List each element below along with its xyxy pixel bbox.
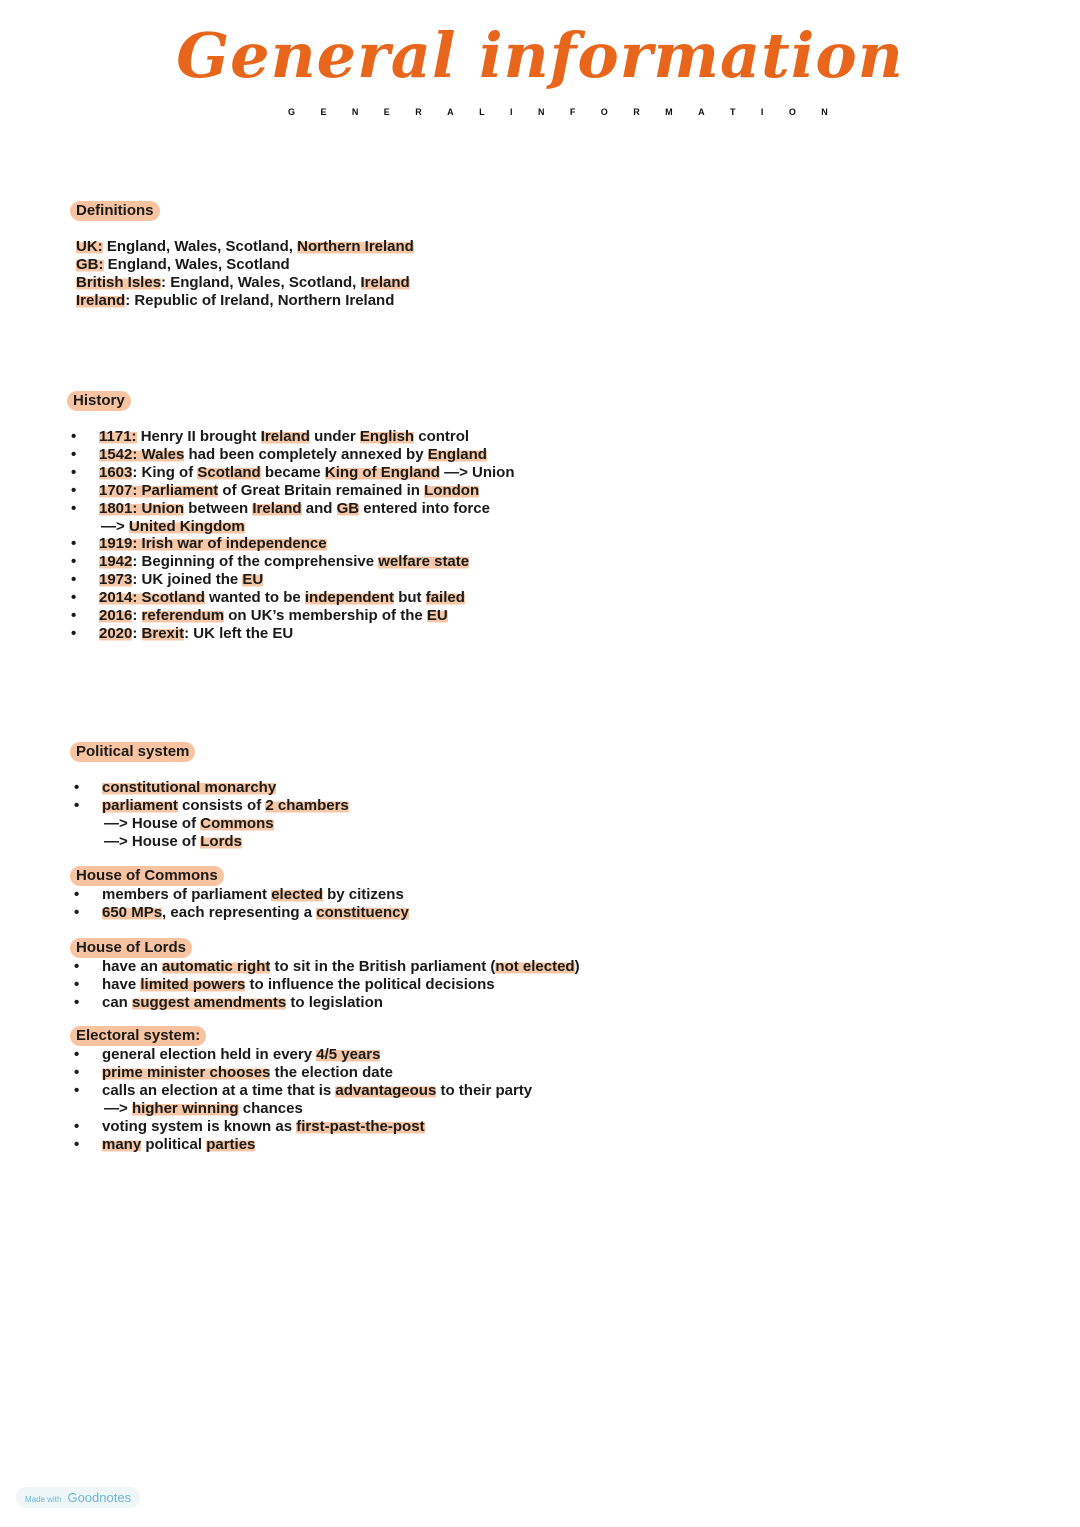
text: have: [102, 975, 141, 993]
section-lines: [70, 779, 349, 851]
text-line: [70, 238, 414, 256]
highlighted-text: Ireland: [360, 273, 410, 291]
text: to sit in the British parliament (: [270, 958, 496, 975]
highlighted-text: automatic right: [162, 958, 271, 975]
highlighted-text: 1942: [99, 553, 133, 571]
highlighted-text: first-past-the-post: [296, 1117, 425, 1135]
text: : King of: [132, 463, 198, 481]
text: under: [309, 428, 360, 445]
title-cap-letter: A: [698, 107, 705, 117]
title-cap-letter: R: [415, 107, 422, 117]
bullet-item: [67, 589, 515, 607]
title-cap-letter: G: [288, 107, 296, 117]
text: ): [574, 958, 580, 975]
bullet-icon: •: [71, 481, 77, 499]
bullet-icon: •: [74, 1135, 80, 1153]
section-lines: [70, 1046, 532, 1153]
highlighted-text: Ireland: [76, 291, 126, 309]
title-cap-letter: N: [821, 107, 828, 117]
made-with-goodnotes-badge[interactable]: [16, 1487, 140, 1508]
highlighted-text: prime minister chooses: [102, 1063, 271, 1081]
title-cap-letter: O: [788, 107, 796, 117]
bullet-icon: •: [71, 535, 77, 553]
bullet-item: [67, 500, 515, 518]
highlighted-text: EU: [242, 571, 264, 589]
bullet-icon: •: [71, 571, 77, 589]
text: —> House of: [104, 832, 201, 850]
title-cap-letter: M: [665, 107, 673, 117]
section-history: [67, 391, 515, 643]
text: the election date: [270, 1063, 393, 1081]
text: : UK joined the: [132, 571, 243, 589]
text: : UK left the EU: [184, 624, 294, 642]
text: chances: [238, 1099, 303, 1117]
badge-brand: Goodnotes: [67, 1490, 132, 1505]
bullet-icon: •: [74, 886, 80, 903]
text-line: [67, 518, 515, 536]
bullet-icon: •: [71, 428, 77, 445]
bullet-item: [67, 571, 515, 589]
bullet-icon: •: [74, 993, 80, 1011]
section-header: Electoral system:: [70, 1026, 206, 1046]
highlighted-text: welfare state: [378, 553, 470, 571]
highlighted-text: parliament: [102, 796, 178, 814]
bullet-icon: •: [71, 553, 77, 571]
bullet-item: [67, 553, 515, 571]
section-house-of-lords: [70, 938, 580, 1012]
section-definitions: [70, 201, 414, 310]
highlighted-text: Lords: [200, 832, 242, 850]
title-caps: [288, 106, 828, 118]
text: calls an election at a time that is: [102, 1081, 336, 1099]
highlighted-text: Commons: [200, 814, 274, 832]
page-title: [0, 18, 1080, 94]
highlighted-text: British Isles: [76, 273, 162, 291]
bullet-icon: •: [71, 445, 77, 463]
bullet-icon: •: [71, 607, 77, 625]
text: of Great Britain remained in: [218, 481, 425, 499]
bullet-icon: •: [74, 796, 80, 814]
highlighted-text: failed: [425, 589, 465, 607]
section-lines: [67, 428, 515, 643]
badge-small-text: Made with: [25, 1495, 62, 1504]
highlighted-text: parties: [206, 1135, 256, 1153]
highlighted-text: 1973: [99, 571, 133, 589]
section-political-system: [70, 742, 349, 851]
text: but: [394, 589, 426, 607]
bullet-item: [70, 976, 580, 994]
title-cap-letter: L: [479, 107, 485, 117]
bullet-icon: •: [74, 958, 80, 975]
title-cap-letter: I: [760, 107, 764, 117]
highlighted-text: Brexit: [141, 624, 185, 642]
highlighted-text: 2014: Scotland: [99, 589, 205, 607]
text: : Republic of Ireland, Northern Ireland: [125, 291, 395, 309]
bullet-item: [70, 958, 580, 976]
title-cap-letter: T: [729, 107, 736, 117]
bullet-item: [70, 1082, 532, 1100]
title-cap-letter: N: [351, 107, 359, 117]
text: between: [184, 499, 253, 517]
text-line: [70, 274, 414, 292]
bullet-icon: •: [74, 1046, 80, 1063]
bullet-icon: •: [74, 1081, 80, 1099]
text: general election held in every: [102, 1046, 317, 1063]
highlighted-text: GB:: [76, 255, 104, 273]
highlighted-text: Northern Ireland: [297, 238, 414, 255]
title-cap-letter: F: [569, 107, 576, 117]
title-cap-letter: R: [633, 107, 640, 117]
bullet-item: [67, 607, 515, 625]
bullet-item: [70, 886, 409, 904]
highlighted-text: limited powers: [140, 975, 246, 993]
highlighted-text: 1542: Wales: [99, 445, 185, 463]
bullet-icon: •: [71, 589, 77, 607]
highlighted-text: Ireland: [260, 428, 310, 445]
section-lines: [70, 958, 580, 1012]
highlighted-text: England: [427, 445, 487, 463]
section-lines: [70, 886, 409, 922]
text: England, Wales, Scotland,: [102, 238, 298, 255]
text: —>: [104, 1099, 132, 1117]
highlighted-text: King of England: [324, 463, 440, 481]
highlighted-text: not elected: [495, 958, 575, 975]
text: —> Union: [439, 463, 515, 481]
highlighted-text: suggest amendments: [132, 993, 287, 1011]
text: to legislation: [286, 993, 383, 1011]
bullet-item: [70, 994, 580, 1012]
highlighted-text: constituency: [316, 903, 409, 921]
bullet-item: [67, 464, 515, 482]
title-cap-letter: E: [383, 107, 390, 117]
highlighted-text: elected: [271, 886, 323, 903]
section-header: Definitions: [70, 201, 160, 221]
text-line: [70, 292, 414, 310]
text: control: [414, 428, 470, 445]
highlighted-text: Ireland: [252, 499, 302, 517]
highlighted-text: 1171:: [99, 428, 137, 445]
title-cap-letter: N: [537, 107, 545, 117]
text-line: [70, 256, 414, 274]
section-lines: [70, 238, 414, 310]
text: , each representing a: [162, 903, 317, 921]
text-line: [70, 815, 349, 833]
bullet-item: [67, 482, 515, 500]
text: to their party: [436, 1081, 533, 1099]
text: by citizens: [322, 886, 404, 903]
title-script: General information: [176, 19, 904, 92]
highlighted-text: GB: [336, 499, 360, 517]
text: wanted to be: [204, 589, 305, 607]
text: :: [132, 624, 142, 642]
highlighted-text: 1919: Irish war of independence: [99, 535, 327, 553]
section-electoral-system: [70, 1026, 532, 1153]
bullet-item: [70, 1046, 532, 1064]
bullet-item: [70, 1064, 532, 1082]
highlighted-text: UK:: [76, 238, 103, 255]
bullet-icon: •: [74, 1117, 80, 1135]
highlighted-text: London: [424, 481, 480, 499]
bullet-item: [67, 535, 515, 553]
text-line: [70, 833, 349, 851]
bullet-item: [70, 797, 349, 815]
highlighted-text: many: [102, 1135, 142, 1153]
bullet-icon: •: [74, 975, 80, 993]
text: voting system is known as: [102, 1117, 297, 1135]
highlighted-text: 650 MPs: [102, 903, 163, 921]
title-cap-letter: E: [320, 107, 327, 117]
highlighted-text: 4/5 years: [316, 1046, 381, 1063]
highlighted-text: Scotland: [197, 463, 261, 481]
section-header: House of Lords: [70, 938, 192, 958]
bullet-item: [70, 904, 409, 922]
text: on UK’s membership of the: [224, 607, 427, 625]
highlighted-text: United Kingdom: [128, 517, 245, 535]
text: : Beginning of the comprehensive: [132, 553, 379, 571]
text: : England, Wales, Scotland,: [161, 273, 361, 291]
title-cap-letter: A: [447, 107, 454, 117]
bullet-icon: •: [74, 1063, 80, 1081]
text: consists of: [177, 796, 266, 814]
highlighted-text: 1707: Parliament: [99, 481, 219, 499]
section-header: History: [67, 391, 131, 411]
highlighted-text: 1801: Union: [99, 499, 185, 517]
bullet-icon: •: [74, 903, 80, 921]
highlighted-text: 2016: [99, 607, 133, 625]
highlighted-text: constitutional monarchy: [102, 779, 277, 796]
highlighted-text: referendum: [141, 607, 225, 625]
section-header: House of Commons: [70, 866, 224, 886]
text: members of parliament: [102, 886, 272, 903]
text: entered into force: [359, 499, 490, 517]
text: Henry II brought: [136, 428, 261, 445]
highlighted-text: English: [359, 428, 415, 445]
text: political: [141, 1135, 207, 1153]
highlighted-text: independent: [304, 589, 395, 607]
text: became: [260, 463, 325, 481]
bullet-item: [70, 1118, 532, 1136]
bullet-item: [67, 625, 515, 643]
section-house-of-commons: [70, 866, 409, 922]
highlighted-text: 1603: [99, 463, 133, 481]
highlighted-text: 2020: [99, 624, 133, 642]
title-cap-letter: I: [510, 107, 513, 117]
text: had been completely annexed by: [184, 445, 428, 463]
title-cap-letter: O: [600, 107, 608, 117]
bullet-icon: •: [74, 779, 80, 796]
highlighted-text: higher winning: [131, 1099, 239, 1117]
highlighted-text: EU: [426, 607, 448, 625]
text: England, Wales, Scotland: [103, 255, 290, 273]
text: can: [102, 993, 133, 1011]
text-line: [70, 1100, 532, 1118]
bullet-icon: •: [71, 624, 77, 642]
bullet-item: [67, 446, 515, 464]
text: have an: [102, 958, 163, 975]
highlighted-text: advantageous: [335, 1081, 437, 1099]
highlighted-text: 2 chambers: [265, 796, 349, 814]
text: —> House of: [104, 814, 201, 832]
bullet-icon: •: [71, 463, 77, 481]
text: :: [132, 607, 142, 625]
bullet-icon: •: [71, 499, 77, 517]
bullet-item: [70, 779, 349, 797]
section-header: Political system: [70, 742, 195, 762]
text: and: [301, 499, 337, 517]
text: —>: [101, 517, 129, 535]
text: to influence the political decisions: [245, 975, 495, 993]
bullet-item: [67, 428, 515, 446]
bullet-item: [70, 1136, 532, 1154]
